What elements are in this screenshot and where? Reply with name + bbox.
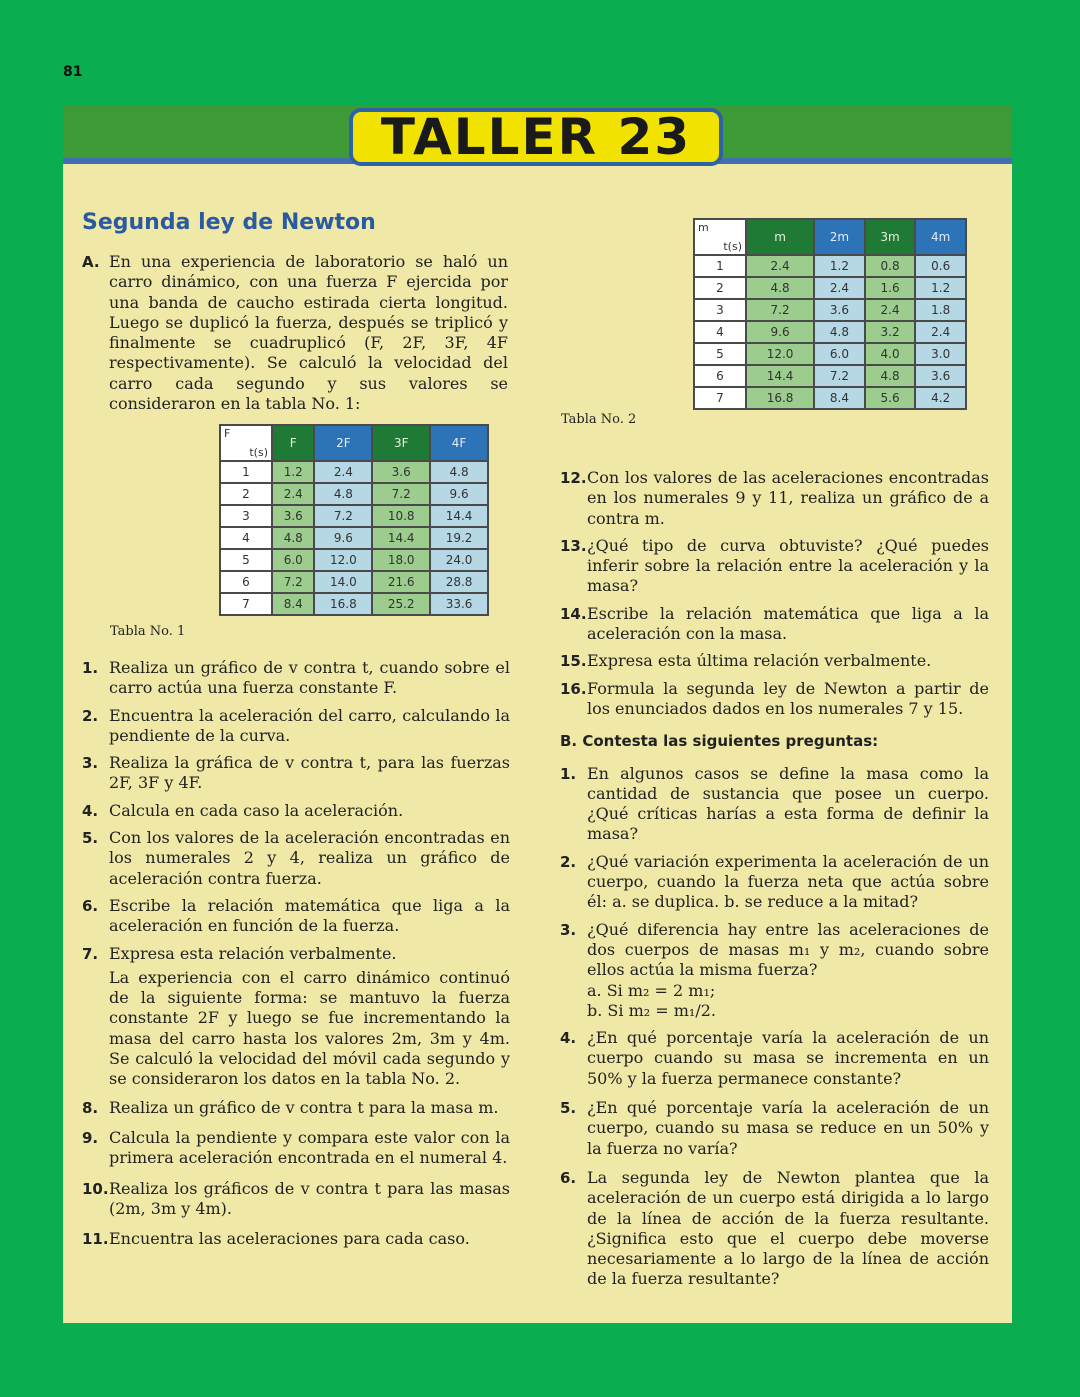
list-item xyxy=(560,1098,989,1159)
continuation-paragraph xyxy=(82,968,510,1090)
table-row-index: 2 xyxy=(694,277,746,299)
item-number: 7. xyxy=(82,944,99,963)
sub-item: a. Si m₂ = 2 m₁; xyxy=(587,980,716,1000)
intro-item xyxy=(82,252,508,414)
table-row-index: 6 xyxy=(694,365,746,387)
list-item xyxy=(560,651,989,671)
table-cell: 1.2 xyxy=(272,461,314,483)
table-row xyxy=(220,549,488,571)
item-number: 11. xyxy=(82,1230,109,1249)
table-row xyxy=(694,387,966,409)
table-cell: 12.0 xyxy=(314,549,372,571)
table-2-body xyxy=(694,255,966,409)
table-cell: 21.6 xyxy=(372,571,430,593)
item-number: 15. xyxy=(560,652,587,671)
list-item xyxy=(560,764,989,845)
item-text: ¿Qué tipo de curva obtuviste? ¿Qué puedes inferir sobre la relación entre la aceleración y la masa? xyxy=(587,535,989,596)
table-cell: 9.6 xyxy=(746,321,814,343)
item-text: Con los valores de la aceleración encontradas en los numerales 2 y 4, realiza un gráfico de aceleración contra fuerza. xyxy=(109,828,510,888)
item-text: Encuentra las aceleraciones para cada caso. xyxy=(109,1229,470,1249)
table-cell: 2.4 xyxy=(746,255,814,277)
worksheet xyxy=(63,106,1012,1323)
table-1-caption: Tabla No. 1 xyxy=(110,624,186,639)
table-cell: 4.0 xyxy=(865,343,916,365)
table-2-corner xyxy=(694,219,746,255)
table-cell: 12.0 xyxy=(746,343,814,365)
list-item xyxy=(82,753,510,794)
table-1-body xyxy=(220,461,488,615)
item-number: 2. xyxy=(82,706,99,725)
list-item xyxy=(82,1179,510,1220)
page-number: 81 xyxy=(63,64,83,80)
item-text: ¿En qué porcentaje varía la aceleración de un cuerpo, cuando su masa se reduce en un 50% y la fuerza no varía? xyxy=(587,1098,989,1158)
table-2-header: 2m xyxy=(814,219,865,255)
table-cell: 3.2 xyxy=(865,321,916,343)
table-cell: 1.2 xyxy=(814,255,865,277)
table-row-index: 3 xyxy=(220,505,272,527)
table-row-index: 4 xyxy=(694,321,746,343)
table-cell: 6.0 xyxy=(814,343,865,365)
table-cell: 24.0 xyxy=(430,549,488,571)
table-row-index: 5 xyxy=(220,549,272,571)
table-cell: 3.0 xyxy=(915,343,966,365)
table-cell: 1.6 xyxy=(865,277,916,299)
list-item xyxy=(560,852,989,913)
item-text: Escribe la relación matemática que liga a la aceleración en función de la fuerza. xyxy=(109,895,510,936)
item-number: 6. xyxy=(82,896,99,915)
table-cell: 2.4 xyxy=(865,299,916,321)
table-row-index: 2 xyxy=(220,483,272,505)
table-1-corner xyxy=(220,425,272,461)
table-cell: 4.8 xyxy=(746,277,814,299)
table-row xyxy=(694,321,966,343)
table-row xyxy=(220,483,488,505)
table-cell: 2.4 xyxy=(915,321,966,343)
table-cell: 14.4 xyxy=(430,505,488,527)
table-1-header: F xyxy=(272,425,314,461)
table-cell: 3.6 xyxy=(814,299,865,321)
item-text: Calcula la pendiente y compara este valor con la primera aceleración encontrada en el numeral 4. xyxy=(109,1127,510,1168)
list-item xyxy=(82,706,510,747)
table-cell: 16.8 xyxy=(746,387,814,409)
continuation-text: La experiencia con el carro dinámico continuó de la siguiente forma: se mantuvo la fuerza constante 2F y luego se fue incrementando la masa del carro hasta los valores 2m, 3m y 4m. Se calculó la velocidad del móvil cada segundo y se consideraron los datos en la tabla No. 2. xyxy=(109,967,510,1089)
table-cell: 4.8 xyxy=(814,321,865,343)
table-cell: 4.8 xyxy=(314,483,372,505)
table-cell: 8.4 xyxy=(272,593,314,615)
item-text: En algunos casos se define la masa como la cantidad de sustancia que posee un cuerpo. ¿Qué críticas harías a esta forma de definir la masa? xyxy=(587,763,989,844)
item-number: 5. xyxy=(560,1099,577,1118)
table-cell: 2.4 xyxy=(272,483,314,505)
item-number: 8. xyxy=(82,1098,99,1117)
table-2-header: 4m xyxy=(915,219,966,255)
item-text: Realiza un gráfico de v contra t, cuando sobre el carro actúa una fuerza constante F. xyxy=(109,658,510,698)
table-cell: 5.6 xyxy=(865,387,916,409)
table-cell: 1.8 xyxy=(915,299,966,321)
item-text: La segunda ley de Newton plantea que la aceleración de un cuerpo está dirigida a lo largo de la línea de acción de la fuerza resultante. ¿Significa esto que el cuerpo debe moverse necesariamente a lo largo de la línea de acción de la fuerza resultante? xyxy=(587,1167,989,1289)
item-text: Realiza un gráfico de v contra t para la masa m. xyxy=(109,1097,499,1117)
intro-text: En una experiencia de laboratorio se haló un carro dinámico, con una fuerza F ejercida por una banda de caucho estirada cierta longitud. Luego se duplicó la fuerza, después se triplicó y finalmente se cuadruplicó (F, 2F, 3F, 4F respectivamente). Se calculó la velocidad del carro cada segundo y sus valores se consideraron en la tabla No. 1: xyxy=(109,252,508,414)
item-text: Con los valores de las aceleraciones encontradas en los numerales 9 y 11, realiza un gráfico de a contra m. xyxy=(587,468,989,528)
intro-letter: A. xyxy=(82,253,100,271)
table-2-header: 3m xyxy=(865,219,916,255)
table-row xyxy=(694,299,966,321)
table-cell: 7.2 xyxy=(272,571,314,593)
table-2 xyxy=(693,218,967,410)
table-1-corner-bottom: t(s) xyxy=(249,446,268,459)
list-item xyxy=(82,658,510,699)
table-cell: 3.6 xyxy=(272,505,314,527)
table-row xyxy=(694,343,966,365)
table-row-index: 6 xyxy=(220,571,272,593)
table-1-header: 2F xyxy=(314,425,372,461)
item-number: 10. xyxy=(82,1179,109,1198)
table-cell: 1.2 xyxy=(915,277,966,299)
item-number: 6. xyxy=(560,1168,577,1187)
table-cell: 33.6 xyxy=(430,593,488,615)
table-cell: 7.2 xyxy=(814,365,865,387)
list-item xyxy=(82,944,510,964)
list-item xyxy=(560,468,989,529)
table-row-index: 4 xyxy=(220,527,272,549)
item-number: 13. xyxy=(560,536,587,555)
table-cell: 18.0 xyxy=(372,549,430,571)
list-item xyxy=(560,679,989,720)
table-cell: 16.8 xyxy=(314,593,372,615)
table-cell: 6.0 xyxy=(272,549,314,571)
table-row-index: 1 xyxy=(220,461,272,483)
item-number: 12. xyxy=(560,469,587,487)
table-cell: 0.8 xyxy=(865,255,916,277)
table-1-header: 4F xyxy=(430,425,488,461)
item-number: 3. xyxy=(560,920,577,939)
item-text: Encuentra la aceleración del carro, calculando la pendiente de la curva. xyxy=(109,705,510,745)
item-text: ¿Qué variación experimenta la aceleración de un cuerpo, cuando la fuerza neta que actúa sobre él: a. se duplica. b. se reduce a la mitad? xyxy=(587,851,989,912)
table-cell: 7.2 xyxy=(746,299,814,321)
list-item xyxy=(82,1229,510,1249)
item-number: 4. xyxy=(82,801,99,820)
item-text: Escribe la relación matemática que liga a la aceleración con la masa. xyxy=(587,603,989,644)
item-number: 5. xyxy=(82,829,99,848)
right-questions xyxy=(560,468,989,1290)
item-number: 3. xyxy=(82,754,99,773)
table-row xyxy=(694,277,966,299)
sub-item: b. Si m₂ = m₁/2. xyxy=(587,1000,716,1020)
item-number: 16. xyxy=(560,679,587,698)
table-2-header: m xyxy=(746,219,814,255)
list-item xyxy=(560,1168,989,1290)
list-item xyxy=(82,828,510,889)
item-number: 14. xyxy=(560,604,587,623)
item-text: Expresa esta relación verbalmente. xyxy=(109,943,397,963)
table-row xyxy=(220,571,488,593)
table-cell: 14.0 xyxy=(314,571,372,593)
table-cell: 14.4 xyxy=(746,365,814,387)
list-item xyxy=(82,1128,510,1169)
table-cell: 2.4 xyxy=(314,461,372,483)
table-row xyxy=(220,593,488,615)
table-cell: 14.4 xyxy=(372,527,430,549)
table-2-corner-bottom: t(s) xyxy=(723,240,742,253)
table-2-corner-top: m xyxy=(698,221,709,234)
table-cell: 7.2 xyxy=(372,483,430,505)
table-2-caption: Tabla No. 2 xyxy=(561,412,637,427)
item-text: Realiza los gráficos de v contra t para las masas (2m, 3m y 4m). xyxy=(109,1178,510,1218)
banner-title: TALLER 23 xyxy=(380,108,692,166)
item-text: Calcula en cada caso la aceleración. xyxy=(109,800,404,820)
list-item xyxy=(560,536,989,597)
item-number: 4. xyxy=(560,1029,577,1048)
table-cell: 28.8 xyxy=(430,571,488,593)
left-questions xyxy=(82,658,510,1249)
list-item xyxy=(82,896,510,937)
table-cell: 4.8 xyxy=(430,461,488,483)
table-row-index: 7 xyxy=(694,387,746,409)
table-cell: 7.2 xyxy=(314,505,372,527)
list-item xyxy=(82,1098,510,1118)
table-1-corner-top: F xyxy=(224,427,231,440)
table-cell: 4.8 xyxy=(272,527,314,549)
item-text: Formula la segunda ley de Newton a partir de los enunciados dados en los numerales 7 y 15. xyxy=(587,678,989,718)
item-number: 9. xyxy=(82,1128,99,1147)
table-cell: 25.2 xyxy=(372,593,430,615)
table-row xyxy=(220,527,488,549)
table-cell: 4.2 xyxy=(915,387,966,409)
table-row-index: 3 xyxy=(694,299,746,321)
table-cell: 0.6 xyxy=(915,255,966,277)
item-number: 1. xyxy=(560,764,577,783)
table-cell: 9.6 xyxy=(430,483,488,505)
table-cell: 8.4 xyxy=(814,387,865,409)
item-text: ¿Qué diferencia hay entre las aceleraciones de dos cuerpos de masas m₁ y m₂, cuando sobre ellos actúa la misma fuerza? xyxy=(587,919,989,980)
table-row-index: 1 xyxy=(694,255,746,277)
page-title: Segunda ley de Newton xyxy=(82,210,376,235)
table-cell: 4.8 xyxy=(865,365,916,387)
item-number: 1. xyxy=(82,659,99,677)
table-row xyxy=(694,255,966,277)
item-text: Realiza la gráfica de v contra t, para las fuerzas 2F, 3F y 4F. xyxy=(109,753,510,793)
list-item xyxy=(82,801,510,821)
list-item xyxy=(560,604,989,645)
table-row xyxy=(220,505,488,527)
item-number: 2. xyxy=(560,852,577,871)
table-row xyxy=(220,461,488,483)
list-item xyxy=(560,920,989,1021)
table-cell: 3.6 xyxy=(372,461,430,483)
table-row-index: 7 xyxy=(220,593,272,615)
table-cell: 3.6 xyxy=(915,365,966,387)
banner xyxy=(349,108,723,166)
table-cell: 19.2 xyxy=(430,527,488,549)
table-1 xyxy=(219,424,489,616)
intro-paragraph xyxy=(82,252,508,414)
table-row xyxy=(694,365,966,387)
table-cell: 2.4 xyxy=(814,277,865,299)
table-row-index: 5 xyxy=(694,343,746,365)
table-cell: 9.6 xyxy=(314,527,372,549)
list-item xyxy=(560,1028,989,1089)
item-text: ¿En qué porcentaje varía la aceleración de un cuerpo cuando su masa se incrementa en un 50% y la fuerza permanece constante? xyxy=(587,1028,989,1088)
table-1-header: 3F xyxy=(372,425,430,461)
table-cell: 10.8 xyxy=(372,505,430,527)
item-text: Expresa esta última relación verbalmente. xyxy=(587,651,932,671)
section-b-heading: B. Contesta las siguientes preguntas: xyxy=(560,732,879,751)
